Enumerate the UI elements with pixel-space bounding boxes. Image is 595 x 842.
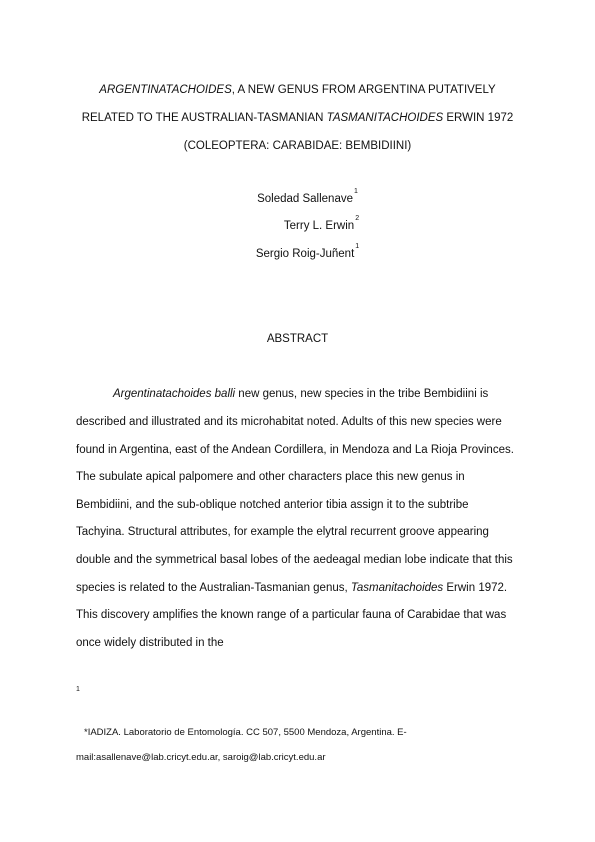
footnote-line-1: *IADIZA. Laboratorio de Entomología. CC 507, 5500 Mendoza, Argentina. E-: [84, 727, 407, 738]
abstract-line-8-post: Erwin 1972.: [443, 582, 508, 594]
abstract-heading: ABSTRACT: [266, 333, 329, 345]
title-line-1: [0, 83, 595, 97]
author-affiliation-sup: 1: [354, 188, 358, 195]
author-2: [0, 215, 595, 232]
abstract-line-8-pre: species is related to the Australian-Tasmanian genus,: [76, 582, 351, 594]
author-name: Soledad Sallenave: [257, 193, 353, 205]
author-1: [0, 188, 595, 205]
title-line-3: (COLEOPTERA: CARABIDAE: BEMBIDIINI): [183, 140, 412, 152]
title-line-2-italic: TASMANITACHOIDES: [326, 112, 444, 124]
title-line-1-rest: , A NEW GENUS FROM ARGENTINA PUTATIVELY: [231, 84, 496, 96]
footnote-marker: 1: [76, 686, 80, 693]
title-line-2-pre: RELATED TO THE AUSTRALIAN-TASMANIAN: [81, 112, 327, 124]
abstract-line-9: This discovery amplifies the known range of a particular fauna of Carabidae that was: [76, 609, 507, 621]
author-name: Terry L. Erwin: [283, 220, 355, 232]
abstract-line-1-rest: new genus, new species in the tribe Bembidiini is: [235, 388, 489, 400]
author-affiliation-sup: 1: [355, 243, 360, 250]
species-name-italic: Argentinatachoides balli: [113, 388, 236, 400]
author-affiliation-sup: 2: [355, 215, 360, 222]
author-name: Sergio Roig-Juñent: [255, 248, 355, 260]
abstract-line-5: Bembidiini, and the sub-oblique notched anterior tibia assign it to the subtribe: [76, 499, 469, 511]
abstract-line-8: [76, 581, 507, 595]
title-genus-italic: ARGENTINATACHOIDES: [99, 84, 232, 96]
title-line-2: [0, 111, 595, 125]
abstract-line-4: The subulate apical palpomere and other characters place this new genus in: [76, 471, 465, 483]
abstract-line-6: Tachyina. Structural attributes, for example the elytral recurrent groove appearing: [76, 526, 489, 538]
genus-name-italic: Tasmanitachoides: [350, 582, 444, 594]
title-line-2-post: ERWIN 1972: [443, 112, 514, 124]
author-3: [0, 243, 595, 260]
abstract-line-1: [113, 387, 488, 401]
abstract-line-7: double and the symmetrical basal lobes of the aedeagal median lobe indicate that this: [76, 554, 513, 566]
abstract-line-3: found in Argentina, east of the Andean Cordillera, in Mendoza and La Rioja Provinces.: [76, 444, 514, 456]
abstract-line-2: described and illustrated and its microhabitat noted. Adults of this new species were: [76, 416, 502, 428]
abstract-line-10: once widely distributed in the: [76, 637, 224, 649]
footnote-line-2: mail:asallenave@lab.cricyt.edu.ar, saroig@lab.cricyt.edu.ar: [76, 752, 326, 763]
